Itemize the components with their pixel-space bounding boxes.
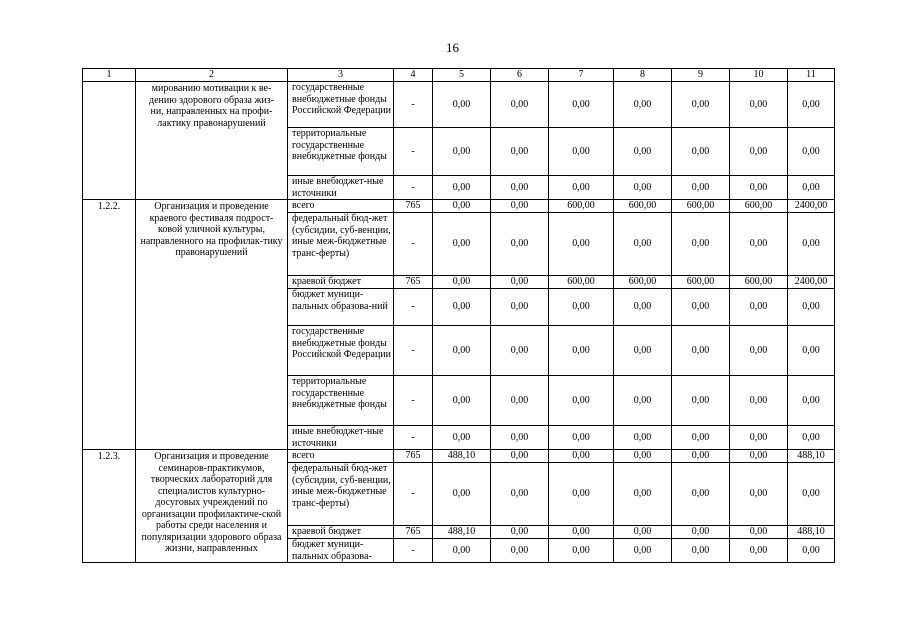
table-row [83, 82, 835, 128]
column-number-3: 3 [288, 69, 394, 82]
column-number-11: 11 [788, 69, 835, 82]
amount-cell: 0,00 [730, 82, 788, 128]
amount-cell: 600,00 [549, 200, 614, 213]
amount-cell: 0,00 [549, 463, 614, 526]
amount-cell: 0,00 [491, 289, 549, 326]
amount-cell: 0,00 [730, 326, 788, 376]
amount-cell: 600,00 [730, 276, 788, 289]
amount-cell: 488,10 [788, 526, 835, 539]
table-row [83, 200, 835, 213]
amount-cell: 0,00 [672, 526, 730, 539]
amount-cell: 0,00 [672, 450, 730, 463]
amount-cell: 0,00 [788, 326, 835, 376]
item-name-cell: Организация и проведение краевого фестиваля подрост-ковой уличной культуры, направленного на профилак-тику правонарушений [136, 200, 288, 450]
code-cell: - [394, 539, 433, 563]
column-number-2: 2 [136, 69, 288, 82]
amount-cell: 0,00 [491, 526, 549, 539]
funding-source-cell: территориальные государственные внебюджетные фонды [288, 128, 394, 176]
amount-cell: 0,00 [788, 376, 835, 426]
amount-cell: 0,00 [614, 326, 672, 376]
amount-cell: 0,00 [730, 426, 788, 450]
amount-cell: 0,00 [672, 326, 730, 376]
amount-cell: 0,00 [491, 176, 549, 200]
amount-cell: 600,00 [549, 276, 614, 289]
amount-cell: 0,00 [549, 82, 614, 128]
funding-source-cell: территориальные государственные внебюджетные фонды [288, 376, 394, 426]
column-number-10: 10 [730, 69, 788, 82]
table-row [83, 450, 835, 463]
code-cell: 765 [394, 526, 433, 539]
amount-cell: 0,00 [672, 426, 730, 450]
amount-cell: 0,00 [672, 539, 730, 563]
budget-table [82, 68, 835, 563]
code-cell: 765 [394, 450, 433, 463]
amount-cell: 0,00 [491, 450, 549, 463]
amount-cell: 0,00 [614, 82, 672, 128]
amount-cell: 0,00 [549, 426, 614, 450]
amount-cell: 0,00 [433, 213, 491, 276]
code-cell: 765 [394, 276, 433, 289]
column-number-8: 8 [614, 69, 672, 82]
funding-source-cell: бюджет муници-пальных образова-ний [288, 289, 394, 326]
amount-cell: 2400,00 [788, 276, 835, 289]
amount-cell: 0,00 [491, 213, 549, 276]
amount-cell: 0,00 [672, 128, 730, 176]
amount-cell: 0,00 [433, 82, 491, 128]
code-cell: - [394, 289, 433, 326]
code-cell: - [394, 463, 433, 526]
amount-cell: 0,00 [614, 289, 672, 326]
funding-source-cell: всего [288, 450, 394, 463]
amount-cell: 0,00 [614, 526, 672, 539]
amount-cell: 0,00 [730, 376, 788, 426]
amount-cell: 0,00 [730, 289, 788, 326]
amount-cell: 0,00 [549, 128, 614, 176]
funding-source-cell: государственные внебюджетные фонды Российской Федерации [288, 82, 394, 128]
amount-cell: 0,00 [730, 450, 788, 463]
item-number-cell [83, 82, 136, 200]
amount-cell: 0,00 [433, 376, 491, 426]
amount-cell: 600,00 [672, 200, 730, 213]
amount-cell: 0,00 [491, 539, 549, 563]
code-cell: - [394, 176, 433, 200]
funding-source-cell: федеральный бюд-жет (субсидии, суб-венции, иные меж-бюджетные транс-ферты) [288, 463, 394, 526]
page-number: 16 [446, 40, 459, 55]
amount-cell: 488,10 [788, 450, 835, 463]
code-cell: - [394, 376, 433, 426]
funding-source-cell: федеральный бюд-жет (субсидии, суб-венции, иные меж-бюджетные транс-ферты) [288, 213, 394, 276]
amount-cell: 0,00 [491, 463, 549, 526]
amount-cell: 0,00 [672, 376, 730, 426]
amount-cell: 0,00 [672, 82, 730, 128]
amount-cell: 0,00 [788, 289, 835, 326]
column-number-7: 7 [549, 69, 614, 82]
funding-source-cell: государственные внебюджетные фонды Российской Федерации [288, 326, 394, 376]
amount-cell: 0,00 [614, 213, 672, 276]
code-cell: - [394, 82, 433, 128]
amount-cell: 0,00 [433, 539, 491, 563]
amount-cell: 0,00 [491, 128, 549, 176]
amount-cell: 0,00 [491, 376, 549, 426]
amount-cell: 0,00 [788, 213, 835, 276]
amount-cell: 0,00 [549, 376, 614, 426]
column-number-6: 6 [491, 69, 549, 82]
amount-cell: 0,00 [549, 213, 614, 276]
amount-cell: 0,00 [788, 82, 835, 128]
amount-cell: 0,00 [730, 463, 788, 526]
amount-cell: 600,00 [672, 276, 730, 289]
amount-cell: 0,00 [433, 200, 491, 213]
item-number-cell: 1.2.2. [83, 200, 136, 450]
amount-cell: 0,00 [549, 526, 614, 539]
amount-cell: 0,00 [549, 289, 614, 326]
amount-cell: 0,00 [549, 539, 614, 563]
amount-cell: 0,00 [491, 200, 549, 213]
amount-cell: 600,00 [614, 200, 672, 213]
funding-source-cell: бюджет муници-пальных образова- [288, 539, 394, 563]
amount-cell: 2400,00 [788, 200, 835, 213]
amount-cell: 0,00 [788, 128, 835, 176]
amount-cell: 0,00 [614, 450, 672, 463]
column-number-9: 9 [672, 69, 730, 82]
column-number-5: 5 [433, 69, 491, 82]
amount-cell: 0,00 [491, 326, 549, 376]
amount-cell: 0,00 [549, 326, 614, 376]
amount-cell: 600,00 [730, 200, 788, 213]
amount-cell: 0,00 [549, 450, 614, 463]
amount-cell: 0,00 [788, 176, 835, 200]
funding-source-cell: краевой бюджет [288, 276, 394, 289]
column-number-4: 4 [394, 69, 433, 82]
amount-cell: 0,00 [433, 463, 491, 526]
amount-cell: 0,00 [491, 426, 549, 450]
funding-source-cell: всего [288, 200, 394, 213]
amount-cell: 0,00 [672, 213, 730, 276]
funding-source-cell: иные внебюджет-ные источники [288, 426, 394, 450]
amount-cell: 0,00 [614, 376, 672, 426]
amount-cell: 0,00 [730, 128, 788, 176]
funding-source-cell: иные внебюджет-ные источники [288, 176, 394, 200]
code-cell: - [394, 326, 433, 376]
amount-cell: 488,10 [433, 526, 491, 539]
amount-cell: 0,00 [433, 128, 491, 176]
amount-cell: 0,00 [788, 539, 835, 563]
amount-cell: 0,00 [433, 276, 491, 289]
amount-cell: 0,00 [614, 539, 672, 563]
amount-cell: 0,00 [730, 526, 788, 539]
amount-cell: 0,00 [788, 463, 835, 526]
amount-cell: 0,00 [730, 539, 788, 563]
code-cell: - [394, 128, 433, 176]
item-name-cell: Организация и проведение семинаров-практикумов, творческих лабораторий для специалистов культурно-досуговых учреждений по организации профилактиче-ской работы среди населения и популяризации здорового образа жизни, направленных [136, 450, 288, 563]
amount-cell: 0,00 [433, 426, 491, 450]
funding-source-cell: краевой бюджет [288, 526, 394, 539]
code-cell: - [394, 213, 433, 276]
amount-cell: 488,10 [433, 450, 491, 463]
amount-cell: 0,00 [491, 82, 549, 128]
amount-cell: 0,00 [614, 426, 672, 450]
amount-cell: 0,00 [672, 176, 730, 200]
amount-cell: 0,00 [788, 426, 835, 450]
amount-cell: 0,00 [433, 176, 491, 200]
amount-cell: 0,00 [614, 176, 672, 200]
column-number-1: 1 [83, 69, 136, 82]
item-name-cell: мированию мотивации к ве- дению здорового образа жиз- ни, направленных на профи- лактику правонарушений [136, 82, 288, 200]
amount-cell: 0,00 [491, 276, 549, 289]
amount-cell: 0,00 [433, 326, 491, 376]
code-cell: - [394, 426, 433, 450]
amount-cell: 0,00 [549, 176, 614, 200]
amount-cell: 0,00 [672, 289, 730, 326]
amount-cell: 0,00 [614, 463, 672, 526]
amount-cell: 600,00 [614, 276, 672, 289]
column-number-row [83, 69, 835, 82]
code-cell: 765 [394, 200, 433, 213]
amount-cell: 0,00 [614, 128, 672, 176]
amount-cell: 0,00 [730, 176, 788, 200]
item-number-cell: 1.2.3. [83, 450, 136, 563]
amount-cell: 0,00 [433, 289, 491, 326]
amount-cell: 0,00 [730, 213, 788, 276]
amount-cell: 0,00 [672, 463, 730, 526]
